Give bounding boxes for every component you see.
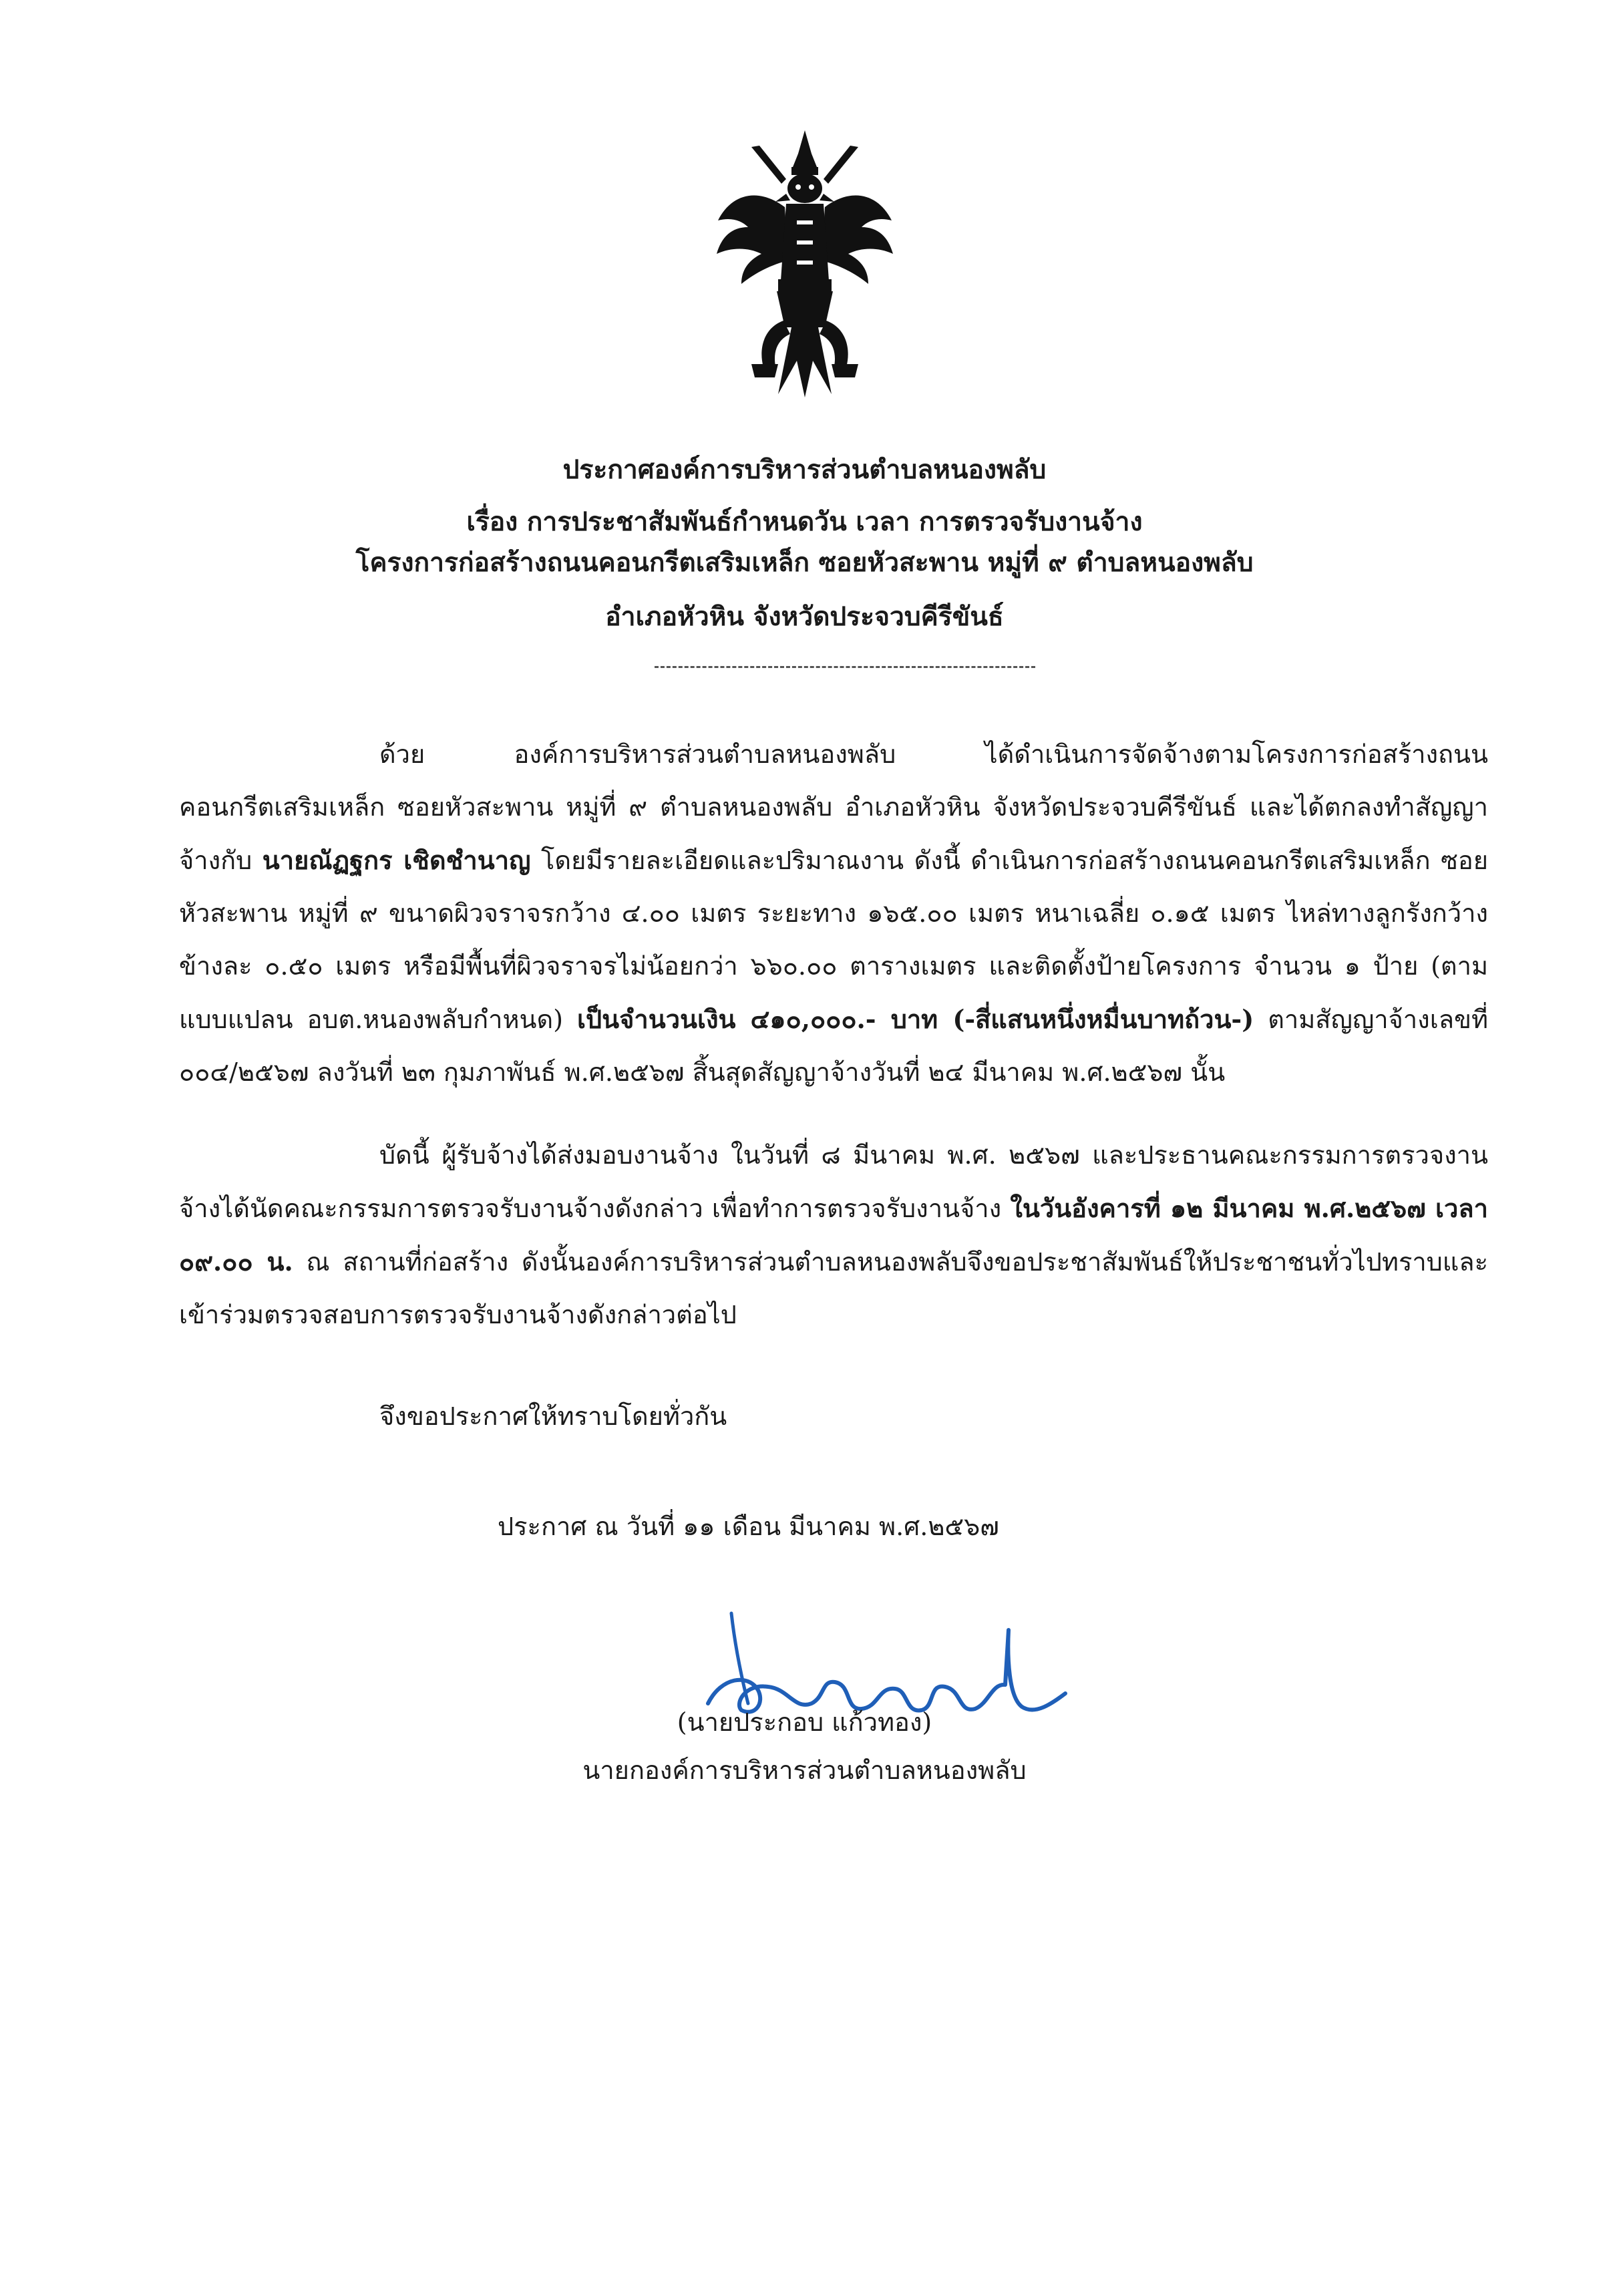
contract-amount: เป็นจำนวนเงิน ๔๑๐,๐๐๐.- บาท (-สี่แสนหนึ่งหมื่นบาทถ้วน-) [577,1004,1254,1034]
inspection-date: ในวันอังคารที่ ๑๒ มีนาคม พ.ศ.๒๕๖๗ เวลา ๐๙.๐๐ น. [179,1193,1488,1277]
paragraph-project-details [179,728,1488,1099]
project-location: อำเภอหัวหิน จังหวัดประจวบคีรีขันธ์ [605,601,1004,632]
paragraph2-text-b: ณ สถานที่ก่อสร้าง ดังนั้นองค์การบริหารส่วนตำบลหนองพลับจึงขอประชาสัมพันธ์ให้ประชาชนทั่วไปทราบและเข้าร่วมตรวจสอบการตรวจรับงานจ้างดังกล่าวต่อไป [179,1247,1488,1329]
contractor-name: นายณัฏฐกร เชิดชำนาญ [262,845,531,875]
closing-statement: จึงขอประกาศให้ทราบโดยทั่วกัน [379,1402,727,1431]
announcement-date: ประกาศ ณ วันที่ ๑๑ เดือน มีนาคม พ.ศ.๒๕๖๗ [498,1512,999,1541]
garuda-emblem [711,127,898,401]
project-title: โครงการก่อสร้างถนนคอนกรีตเสริมเหล็ก ซอยหัวสะพาน หมู่ที่ ๙ ตำบลหนองพลับ [355,547,1254,578]
announcement-subject: เรื่อง การประชาสัมพันธ์กำหนดวัน เวลา การตรวจรับงานจ้าง [466,506,1143,537]
signer-position: นายกองค์การบริหารส่วนตำบลหนองพลับ [582,1756,1027,1785]
paragraph1-text-a: ด้วย องค์การบริหารส่วนตำบลหนองพลับ ได้ดำเนินการจัดจ้างตามโครงการก่อสร้างถนนคอนกรีตเสริมเหล็ก ซอยหัวสะพาน หมู่ที่ ๙ ตำบลหนองพลับ อำเภอหัวหิน จังหวัดประจวบคีรีขันธ์ และได้ตกลงทำสัญญาจ้างกับ [179,740,1488,875]
paragraph1-text-b: โดยมีรายละเอียดและปริมาณงาน ดังนี้ ดำเนินการก่อสร้างถนนคอนกรีตเสริมเหล็ก ซอยหัวสะพาน หมู่ที่ ๙ ขนาดผิวจราจรกว้าง ๔.๐๐ เมตร ระยะทาง ๑๖๕.๐๐ เมตร หนาเฉลี่ย ๐.๑๕ เมตร ไหล่ทางลูกรังกว้างข้างละ ๐.๕๐ เมตร หรือมีพื้นที่ผิวจราจรไม่น้อยกว่า ๖๖๐.๐๐ ตารางเมตร และติดตั้งป้ายโครงการ จำนวน ๑ ป้าย (ตามแบบแปลน อบต.หนองพลับกำหนด) [179,846,1488,1034]
paragraph-inspection [179,1129,1488,1341]
paragraph2-text-a: บัดนี้ ผู้รับจ้างได้ส่งมอบงานจ้าง ในวันที่ ๘ มีนาคม พ.ศ. ๒๕๖๗ และประธานคณะกรรมการตรวจงานจ้างได้นัดคณะกรรมการตรวจรับงานจ้างดังกล่าว เพื่อทำการตรวจรับงานจ้าง [179,1140,1488,1223]
announcement-body [179,728,1488,1341]
announcement-title: ประกาศองค์การบริหารส่วนตำบลหนองพลับ [562,454,1047,485]
signer-name: (นายประกอบ แก้วทอง) [677,1707,932,1737]
heading-divider [655,666,1035,668]
paragraph1-text-c: ตามสัญญาจ้างเลขที่ ๐๐๔/๒๕๖๗ ลงวันที่ ๒๓ กุมภาพันธ์ พ.ศ.๒๕๖๗ สิ้นสุดสัญญาจ้างวันที่ ๒๔ มีนาคม พ.ศ.๒๕๖๗ นั้น [179,1005,1489,1087]
